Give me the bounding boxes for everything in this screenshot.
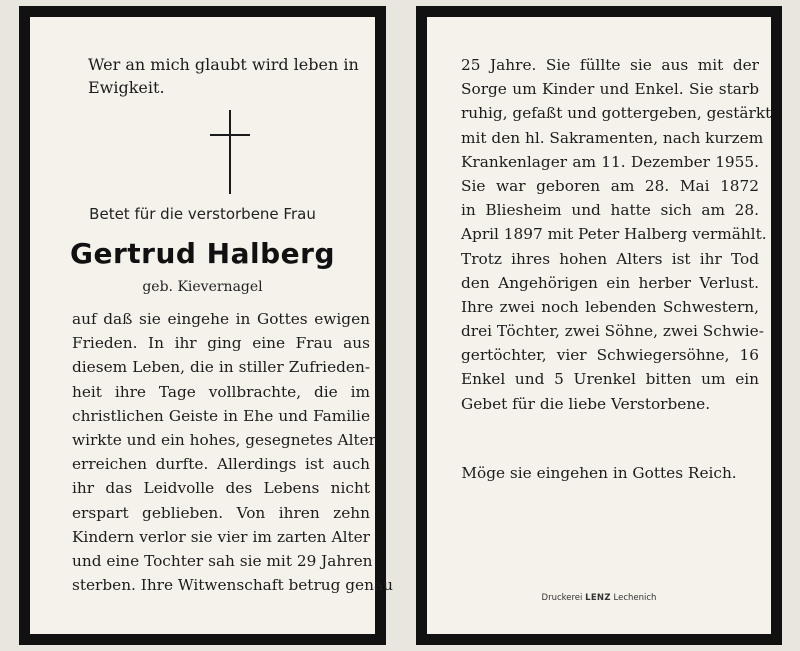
cross-icon [210,110,250,194]
text-line: erspart geblieben. Von ihren zehn [72,503,370,522]
text-line: Krankenlager am 11. Dezember 1955. [461,152,759,171]
text-line: christlichen Geiste in Ehe und Familie [72,406,370,425]
text-line: 25 Jahre. Sie füllte sie aus mit der [461,56,759,74]
printer-prefix: Druckerei [541,593,583,603]
text-line: Kindern verlor sie vier im zarten Alter [72,527,370,546]
text-line: drei Töchter, zwei Söhne, zwei Schwie- [461,322,764,341]
text-line: Gebet für die liebe Verstorbene. [461,394,711,413]
text-line: heit ihre Tage vollbrachte, die im [72,382,370,401]
left-card-page [30,17,393,634]
text-line: mit den hl. Sakramenten, nach kurzem [461,128,764,147]
text-line: ihr das Leidvolle des Lebens nicht [72,479,370,498]
text-line: sterben. Ihre Witwenschaft betrug genau [72,576,393,595]
right-card-page [427,17,771,634]
right-text-body [461,53,772,416]
left-card-border [19,6,393,645]
left-text-body [72,307,393,597]
text-line: Frieden. In ihr ging eine Frau aus [72,334,370,353]
maiden-name: geb. Kievernagel [142,279,263,295]
text-line: den Angehörigen ein herber Verlust. [461,273,759,292]
text-line: auf daß sie eingehe in Gottes ewigen [72,310,370,328]
text-line: gertöchter, vier Schwiegersöhne, 16 [461,346,759,365]
printer-name: LENZ [585,593,611,603]
text-line: und eine Tochter sah sie mit 29 Jahren [72,551,373,570]
text-line: in Bliesheim und hatte sich am 28. [461,201,759,220]
text-line: Sie war geboren am 28. Mai 1872 [461,176,759,195]
text-line: Ihre zwei noch lebenden Schwestern, [461,297,759,316]
text-line: Trotz ihres hohen Alters ist ihr Tod [461,249,759,268]
printer-imprint [427,593,771,603]
text-line: erreichen durfte. Allerdings ist auch [72,455,370,474]
closing-prayer: Möge sie eingehen in Gottes Reich. [461,464,737,482]
deceased-name: Gertrud Halberg [69,237,335,270]
motto-verse: Wer an mich glaubt wird leben in Ewigkeit. [88,55,359,97]
prayer-intro: Betet für die verstorbene Frau [89,205,316,223]
text-line: wirkte und ein hohes, gesegnetes Alter [72,430,376,449]
text-line: diesem Leben, die in stiller Zufrieden- [72,358,370,377]
text-line: ruhig, gefaßt und gottergeben, gestärkt [461,104,772,123]
text-line: April 1897 mit Peter Halberg vermählt. [461,225,767,244]
text-line: Sorge um Kinder und Enkel. Sie starb [461,80,759,99]
right-card-border [416,6,782,645]
printer-location: Lechenich [613,593,657,603]
text-line: Enkel und 5 Urenkel bitten um ein [461,370,759,389]
